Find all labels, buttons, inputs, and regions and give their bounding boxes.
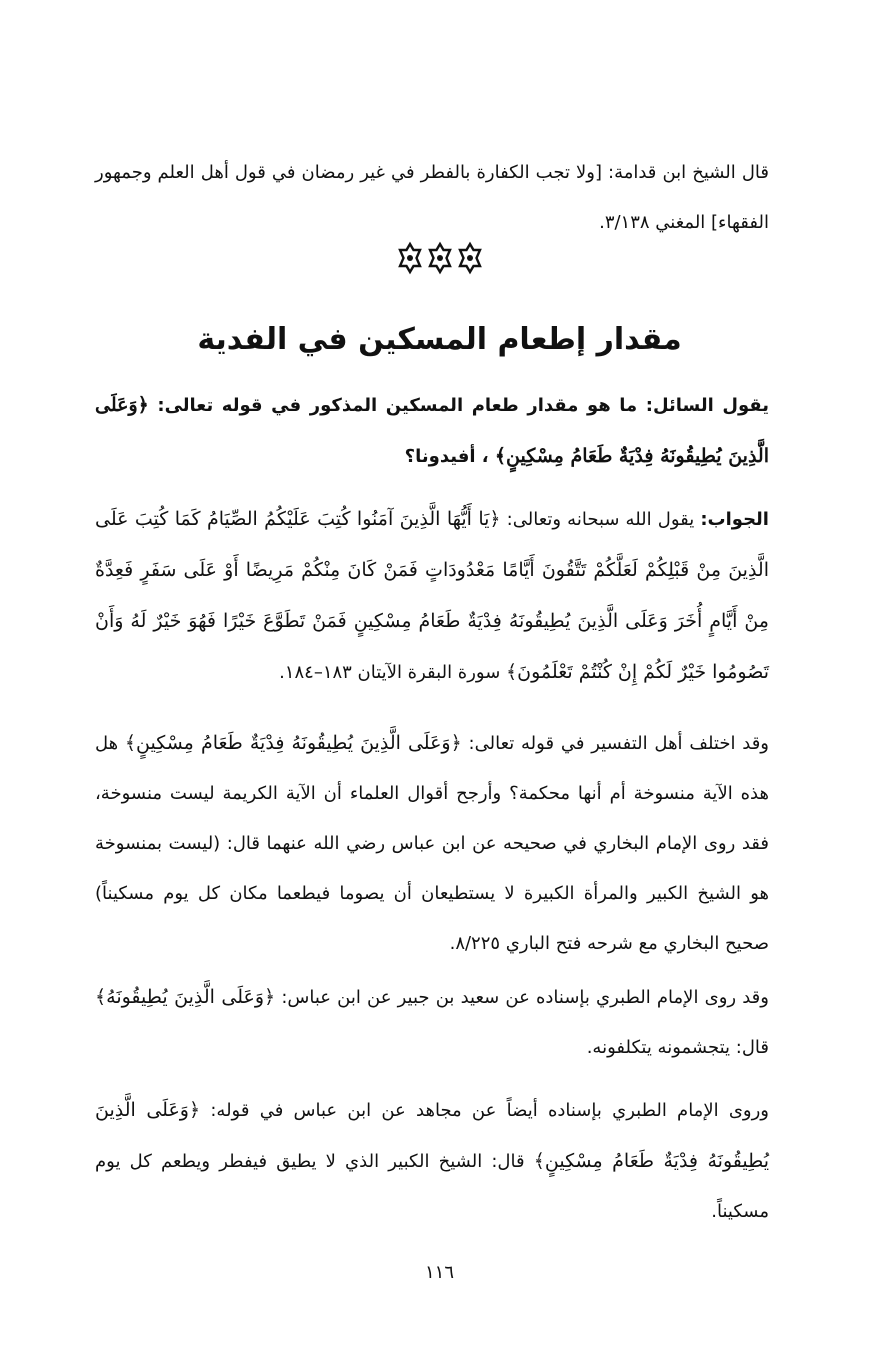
saeed-text (95, 972, 769, 1073)
answer-lead: يقول الله سبحانه وتعالى: (506, 509, 695, 530)
intro-text: قال الشيخ ابن قدامة: [ولا تجب الكفارة بالفطر في غير رمضان في قول أهل العلم وجمهور الفقهاء] المغني ٣/١٣٨. (95, 162, 769, 233)
question-tail: ، أفيدونا؟ (404, 446, 489, 467)
page-number: ١١٦ (424, 1262, 454, 1283)
mujahid-tail: قال: الشيخ الكبير الذي لا يطيق فيفطر ويطعم كل يوم مسكيناً. (95, 1151, 769, 1222)
mujahid-lead: وروى الإمام الطبري بإسناده أيضاً عن مجاهد عن ابن عباس في قوله: (210, 1100, 769, 1121)
answer-verse: ﴿يَا أَيُّهَا الَّذِينَ آمَنُوا كُتِبَ عَلَيْكُمُ الصِّيَامُ كَمَا كُتِبَ عَلَى الَّذِينَ مِنْ قَبْلِكُمْ لَعَلَّكُمْ تَتَّقُونَ أَيَّامًا مَعْدُودَاتٍ فَمَنْ كَانَ مِنْكُمْ مَرِيضًا أَوْ عَلَى سَفَرٍ فَعِدَّةٌ مِنْ أَيَّامٍ أُخَرَ وَعَلَى الَّذِينَ يُطِيقُونَهُ فِدْيَةٌ طَعَامُ مِسْكِينٍ فَمَنْ تَطَوَّعَ خَيْرًا فَهُوَ خَيْرٌ لَهُ وَأَنْ تَصُومُوا خَيْرٌ لَكُمْ إِنْ كُنْتُمْ تَعْلَمُونَ﴾ (95, 508, 769, 683)
question-lead: يقول السائل: ما هو مقدار طعام المسكين المذكور في قوله تعالى: (157, 395, 769, 416)
answer-text (95, 494, 769, 698)
dispute-lead: وقد اختلف أهل التفسير في قوله تعالى: (468, 733, 769, 754)
dispute-paragraph (95, 718, 769, 969)
answer-tail: سورة البقرة الآيتان ١٨٣–١٨٤. (279, 662, 501, 683)
intro-paragraph (95, 148, 769, 248)
dispute-tail: هل هذه الآية منسوخة أم أنها محكمة؟ وأرجح أقوال العلماء أن الآية الكريمة ليست منسوخة، فقد روى الإمام البخاري في صحيحه عن ابن عباس رضي الله عنهما قال: (ليست بمنسوخة هو الشيخ الكبير والمرأة الكبيرة لا يستطيعان أن يصوما فيطعما مكان كل يوم مسكيناً) صحيح البخاري مع شرحه فتح الباري ٨/٢٢٥. (95, 733, 769, 954)
saeed-lead: وقد روى الإمام الطبري بإسناده عن سعيد بن جبير عن ابن عباس: (281, 987, 769, 1008)
question-verse: ﴿وَعَلَى الَّذِينَ يُطِيقُونَهُ فِدْيَةٌ طَعَامُ مِسْكِينٍ﴾ (95, 394, 769, 467)
answer-paragraph (95, 494, 769, 698)
mujahid-text (95, 1085, 769, 1237)
mujahid-verse: ﴿وَعَلَى الَّذِينَ يُطِيقُونَهُ فِدْيَةٌ طَعَامُ مِسْكِينٍ﴾ (95, 1099, 769, 1172)
section-title: مقدار إطعام المسكين في الفدية (197, 322, 682, 357)
ornament (0, 240, 879, 280)
dispute-verse: ﴿وَعَلَى الَّذِينَ يُطِيقُونَهُ فِدْيَةٌ طَعَامُ مِسْكِينٍ﴾ (124, 732, 462, 754)
question-paragraph (95, 380, 769, 482)
question-text (95, 380, 769, 482)
dispute-text (95, 718, 769, 969)
saeed-verse: ﴿وَعَلَى الَّذِينَ يُطِيقُونَهُ﴾ (95, 986, 276, 1008)
saeed-paragraph (95, 972, 769, 1073)
saeed-tail: قال: يتجشمونه يتكلفونه. (586, 1037, 769, 1058)
answer-label: الجواب: (700, 509, 769, 530)
mujahid-paragraph (95, 1085, 769, 1237)
three-star-ornament-icon (395, 240, 485, 276)
